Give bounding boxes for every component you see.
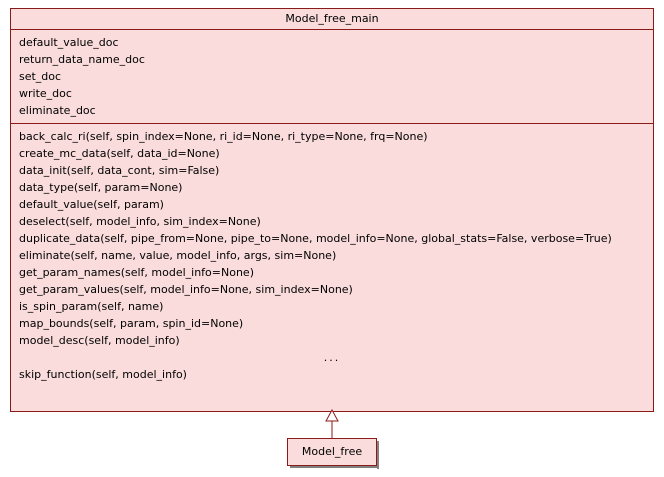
sub-class-shadow-right (377, 441, 379, 469)
generalization-arrow (320, 408, 344, 442)
method-item: skip_function(self, model_info) (19, 368, 187, 381)
method-item: get_param_values(self, model_info=None, sim_index=None) (19, 283, 353, 296)
attribute-item: eliminate_doc (19, 104, 96, 117)
method-item: default_value(self, param) (19, 198, 164, 211)
sub-class-shadow-bottom (290, 466, 379, 468)
method-item: model_desc(self, model_info) (19, 334, 180, 347)
attributes-compartment (11, 30, 653, 123)
method-item: data_init(self, data_cont, sim=False) (19, 164, 220, 177)
class-title-model-free-main: Model_free_main (11, 9, 653, 30)
methods-compartment (11, 123, 653, 387)
method-item: map_bounds(self, param, spin_id=None) (19, 317, 244, 330)
method-item: duplicate_data(self, pipe_from=None, pipe_to=None, model_info=None, global_stats=False, verbose=True) (19, 232, 612, 245)
class-title-model-free: Model_free (301, 445, 363, 458)
method-item: get_param_names(self, model_info=None) (19, 266, 254, 279)
uml-class-model-free[interactable] (287, 438, 377, 466)
method-item: is_spin_param(self, name) (19, 300, 164, 313)
truncation-marker: ... (323, 351, 341, 364)
method-item: eliminate(self, name, value, model_info, args, sim=None) (19, 249, 337, 262)
attribute-item: default_value_doc (19, 36, 119, 49)
attribute-item: set_doc (19, 70, 62, 83)
method-item: data_type(self, param=None) (19, 181, 183, 194)
uml-class-model-free-main[interactable] (10, 8, 654, 412)
attribute-item: write_doc (19, 87, 72, 100)
method-item: deselect(self, model_info, sim_index=None) (19, 215, 261, 228)
attribute-item: return_data_name_doc (19, 53, 145, 66)
method-item: back_calc_ri(self, spin_index=None, ri_id=None, ri_type=None, frq=None) (19, 130, 428, 143)
method-item: create_mc_data(self, data_id=None) (19, 147, 220, 160)
